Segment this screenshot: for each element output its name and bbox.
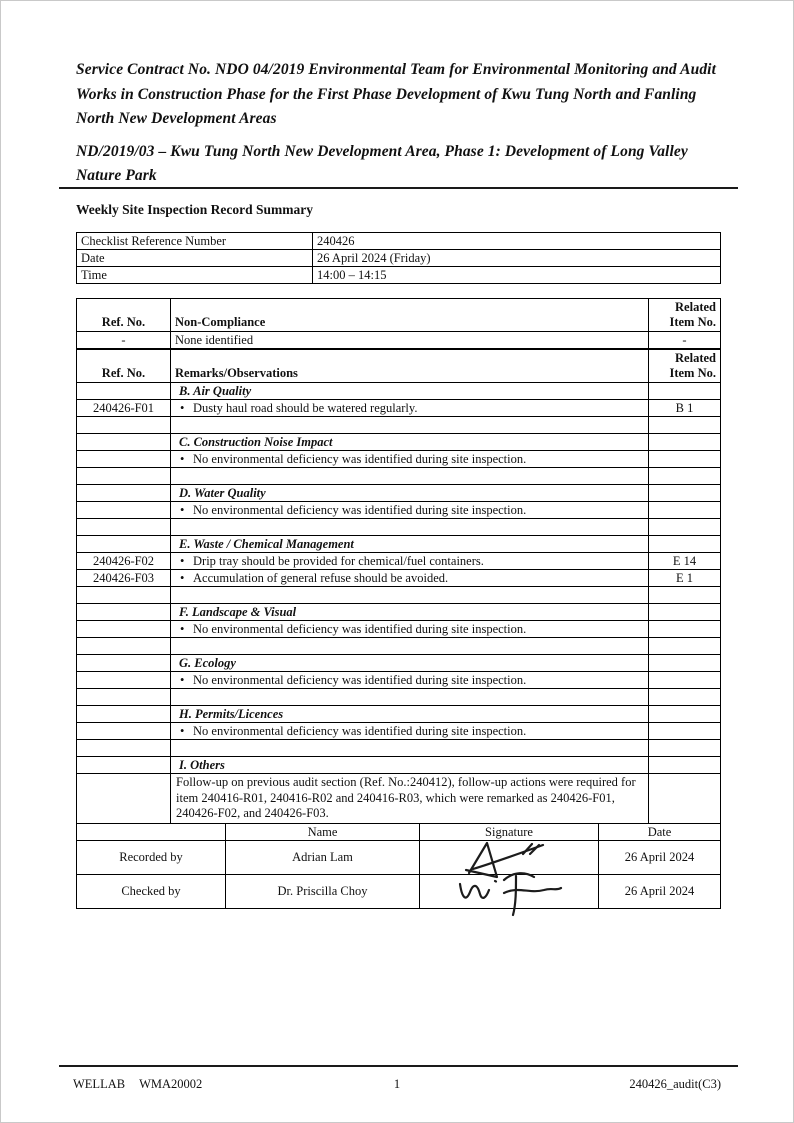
table-row xyxy=(77,267,721,284)
header-divider-rule xyxy=(59,187,738,189)
noncompliance-column-header: Non-Compliance xyxy=(171,299,649,332)
checklist-ref-value: 240426 xyxy=(313,233,721,250)
inspection-record-table xyxy=(76,298,721,824)
time-label: Time xyxy=(77,267,313,284)
section-header-row xyxy=(77,485,721,502)
observation-row xyxy=(77,723,721,740)
checked-by-row xyxy=(77,875,721,909)
checked-date: 26 April 2024 xyxy=(599,875,721,909)
related-label-line2: Item No. xyxy=(669,315,716,329)
related-label-line1: Related xyxy=(675,300,716,314)
related-item-column-header xyxy=(649,349,721,383)
section-title-air-quality: B. Air Quality xyxy=(171,383,649,400)
recorded-by-label: Recorded by xyxy=(77,841,226,875)
followup-row xyxy=(77,774,721,824)
section-header-row xyxy=(77,434,721,451)
observation-text: • No environmental deficiency was identified during site inspection. xyxy=(171,451,649,468)
observation-text: • No environmental deficiency was identified during site inspection. xyxy=(171,621,649,638)
section-title-water: D. Water Quality xyxy=(171,485,649,502)
remarks-column-header: Remarks/Observations xyxy=(171,349,649,383)
section-header-row xyxy=(77,757,721,774)
empty-row xyxy=(77,638,721,655)
section-header-row xyxy=(77,383,721,400)
related-label-line2: Item No. xyxy=(669,366,716,380)
contract-title: Service Contract No. NDO 04/2019 Environmental Team for Environmental Monitoring and Audit Works in Construction Phase for the First Phase Development of Kwu Tung North and Fanling North New Development Areas xyxy=(76,61,716,127)
signature-table xyxy=(76,823,721,909)
section-title-permits: H. Permits/Licences xyxy=(171,706,649,723)
priscilla-choy-signature xyxy=(454,868,564,916)
page-footer xyxy=(73,1077,721,1092)
document-header xyxy=(76,58,724,189)
recorded-date: 26 April 2024 xyxy=(599,841,721,875)
remarks-header-row xyxy=(77,349,721,383)
checked-by-label: Checked by xyxy=(77,875,226,909)
section-title-ecology: G. Ecology xyxy=(171,655,649,672)
related-label-line1: Related xyxy=(675,351,716,365)
related-item-column-header xyxy=(649,299,721,332)
checklist-reference-table xyxy=(76,232,721,284)
observation-row xyxy=(77,570,721,587)
recorder-name: Adrian Lam xyxy=(226,841,420,875)
observation-text: • Accumulation of general refuse should be avoided. xyxy=(171,570,649,587)
noncompliance-related: - xyxy=(649,332,721,350)
signature-header-row xyxy=(77,824,721,841)
checklist-ref-label: Checklist Reference Number xyxy=(77,233,313,250)
observation-ref: 240426-F03 xyxy=(77,570,171,587)
footer-company: WELLAB xyxy=(73,1077,126,1091)
recorded-by-row xyxy=(77,841,721,875)
checker-name: Dr. Priscilla Choy xyxy=(226,875,420,909)
section-header-row xyxy=(77,604,721,621)
followup-text: Follow-up on previous audit section (Ref. No.:240412), follow-up actions were required for item 240416-R01, 240416-R02 and 240416-R03, which were remarked as 240426-F01, 240426-F02, and 240426-F03. xyxy=(171,774,649,824)
observation-text: • Dusty haul road should be watered regularly. xyxy=(171,400,649,417)
footer-divider-rule xyxy=(59,1065,738,1067)
observation-row xyxy=(77,451,721,468)
empty-row xyxy=(77,468,721,485)
empty-row xyxy=(77,417,721,434)
footer-document-ref: 240426_audit(C3) xyxy=(629,1077,721,1091)
noncompliance-row xyxy=(77,332,721,350)
noncompliance-ref: - xyxy=(77,332,171,350)
observation-row xyxy=(77,400,721,417)
observation-row xyxy=(77,621,721,638)
table-row xyxy=(77,250,721,267)
observation-row xyxy=(77,502,721,519)
observation-row xyxy=(77,553,721,570)
project-title: ND/2019/03 – Kwu Tung North New Development Area, Phase 1: Development of Long Valley Nature Park xyxy=(76,142,688,184)
time-value: 14:00 – 14:15 xyxy=(313,267,721,284)
noncompliance-text: None identified xyxy=(171,332,649,350)
observation-text: • No environmental deficiency was identified during site inspection. xyxy=(171,502,649,519)
footer-project-code: WMA20002 xyxy=(139,1077,203,1091)
ref-no-column-header: Ref. No. xyxy=(77,299,171,332)
empty-row xyxy=(77,587,721,604)
observation-ref: 240426-F01 xyxy=(77,400,171,417)
empty-row xyxy=(77,519,721,536)
section-header-row xyxy=(77,655,721,672)
section-header-row xyxy=(77,706,721,723)
empty-row xyxy=(77,689,721,706)
page-title: Weekly Site Inspection Record Summary xyxy=(76,202,313,217)
date-column-header: Date xyxy=(599,824,721,841)
date-value: 26 April 2024 (Friday) xyxy=(313,250,721,267)
observation-row xyxy=(77,672,721,689)
noncompliance-header-row xyxy=(77,299,721,332)
signature-column-header: Signature xyxy=(420,824,599,841)
section-header-row xyxy=(77,536,721,553)
table-row xyxy=(77,233,721,250)
section-title-waste: E. Waste / Chemical Management xyxy=(171,536,649,553)
observation-text: • Drip tray should be provided for chemical/fuel containers. xyxy=(171,553,649,570)
ref-no-column-header: Ref. No. xyxy=(77,349,171,383)
section-title-noise: C. Construction Noise Impact xyxy=(171,434,649,451)
observation-text: • No environmental deficiency was identified during site inspection. xyxy=(171,672,649,689)
observation-related: B 1 xyxy=(649,400,721,417)
observation-ref: 240426-F02 xyxy=(77,553,171,570)
observation-related: E 1 xyxy=(649,570,721,587)
name-column-header: Name xyxy=(226,824,420,841)
section-title-others: I. Others xyxy=(171,757,649,774)
page-number: 1 xyxy=(393,1077,401,1091)
observation-related: E 14 xyxy=(649,553,721,570)
empty-row xyxy=(77,740,721,757)
footer-left xyxy=(73,1077,293,1092)
section-title-landscape: F. Landscape & Visual xyxy=(171,604,649,621)
date-label: Date xyxy=(77,250,313,267)
observation-text: • No environmental deficiency was identified during site inspection. xyxy=(171,723,649,740)
